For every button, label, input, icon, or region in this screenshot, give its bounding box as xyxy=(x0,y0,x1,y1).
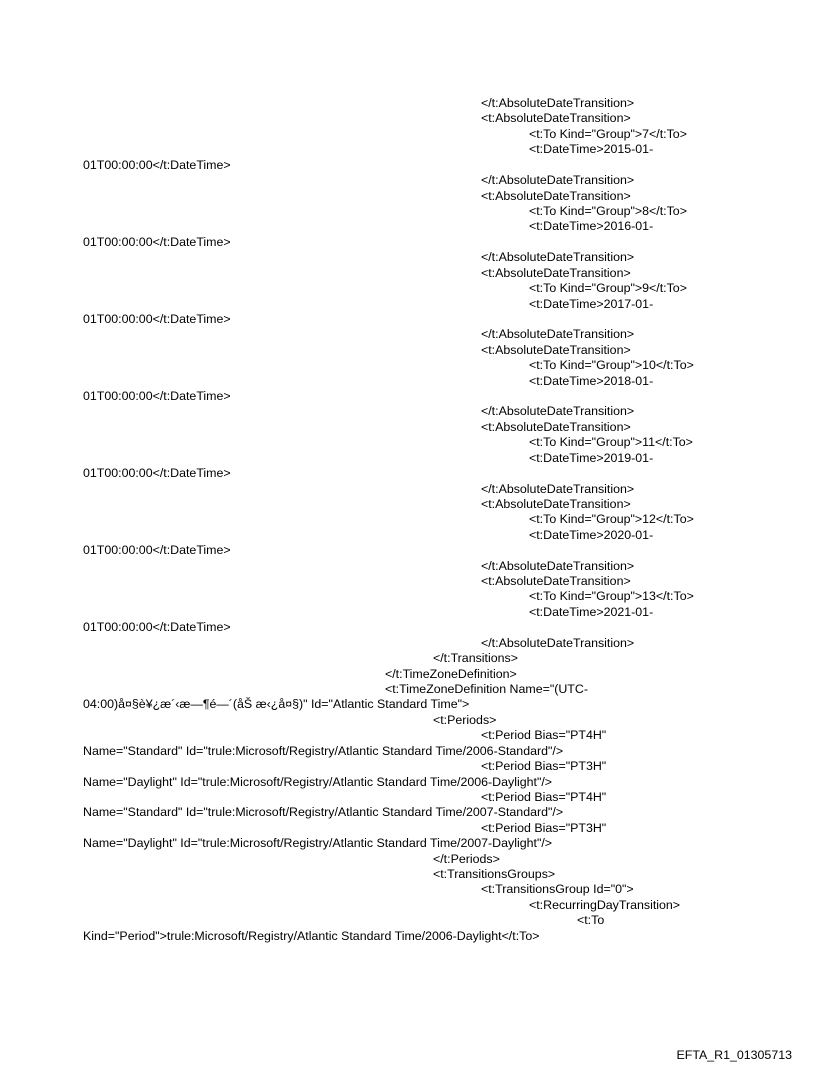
document-line: 01T00:00:00</t:DateTime> xyxy=(83,466,231,481)
document-line: </t:Transitions> xyxy=(433,651,518,666)
document-line: <t:DateTime>2016-01- xyxy=(529,219,654,234)
document-line: <t:DateTime>2017-01- xyxy=(529,296,654,311)
document-line: <t:TransitionsGroups> xyxy=(433,867,556,881)
document-line: 04:00)å¤§è¥¿æ´‹æ—¶é—´(åŠ æ‹¿å¤§)" Id="Atlantic Standard Time"> xyxy=(83,697,470,712)
document-line: </t:TimeZoneDefinition> xyxy=(385,666,517,681)
document-line: 01T00:00:00</t:DateTime> xyxy=(83,157,231,172)
document-line: <t:Period Bias="PT4H" xyxy=(481,789,607,804)
document-line: <t:DateTime>2015-01- xyxy=(529,142,654,157)
document-line: <t:AbsoluteDateTransition> xyxy=(481,342,631,357)
document-line: </t:AbsoluteDateTransition> xyxy=(481,481,635,496)
document-line: </t:AbsoluteDateTransition> xyxy=(481,96,635,110)
document-line: <t:To Kind="Group">9</t:To> xyxy=(529,281,687,295)
document-line: <t:To Kind="Group">13</t:To> xyxy=(529,589,694,604)
document-line: 01T00:00:00</t:DateTime> xyxy=(83,543,231,558)
document-line: 01T00:00:00</t:DateTime> xyxy=(83,389,231,403)
document-line: <t:To Kind="Group">8</t:To> xyxy=(529,203,687,218)
document-line: <t:TransitionsGroup Id="0"> xyxy=(481,882,634,897)
document-line: <t:To Kind="Group">10</t:To> xyxy=(529,358,694,373)
document-line: Name="Daylight" Id="trule:Microsoft/Registry/Atlantic Standard Time/2006-Daylight"/> xyxy=(83,774,553,789)
document-line: <t:Periods> xyxy=(433,712,497,727)
document-line: Kind="Period">trule:Microsoft/Registry/Atlantic Standard Time/2006-Daylight</t:To> xyxy=(83,928,540,943)
document-line: </t:AbsoluteDateTransition> xyxy=(481,404,635,419)
document-line: <t:TimeZoneDefinition Name="(UTC- xyxy=(385,682,588,696)
document-line: <t:AbsoluteDateTransition> xyxy=(481,265,631,280)
document-line: <t:DateTime>2019-01- xyxy=(529,450,654,465)
document-line: <t:DateTime>2020-01- xyxy=(529,527,654,542)
document-line: </t:AbsoluteDateTransition> xyxy=(481,250,635,265)
document-line: </t:AbsoluteDateTransition> xyxy=(481,635,635,650)
document-line: <t:To Kind="Group">12</t:To> xyxy=(529,512,694,527)
document-line: </t:AbsoluteDateTransition> xyxy=(481,327,635,342)
document-line: <t:AbsoluteDateTransition> xyxy=(481,574,631,588)
document-line: </t:Periods> xyxy=(433,851,500,866)
document-line: <t:DateTime>2018-01- xyxy=(529,373,654,388)
document-line: <t:To xyxy=(577,913,605,928)
document-line: 01T00:00:00</t:DateTime> xyxy=(83,234,231,249)
document-line: <t:To Kind="Group">11</t:To> xyxy=(529,435,693,450)
document-line: Name="Standard" Id="trule:Microsoft/Registry/Atlantic Standard Time/2006-Standard"/> xyxy=(83,743,564,758)
document-line: Name="Daylight" Id="trule:Microsoft/Registry/Atlantic Standard Time/2007-Daylight"/> xyxy=(83,836,553,851)
document-line: Name="Standard" Id="trule:Microsoft/Registry/Atlantic Standard Time/2007-Standard"/> xyxy=(83,805,564,820)
document-line: 01T00:00:00</t:DateTime> xyxy=(83,311,231,326)
document-line: <t:RecurringDayTransition> xyxy=(529,897,681,912)
document-line: 01T00:00:00</t:DateTime> xyxy=(83,620,231,635)
document-line: <t:AbsoluteDateTransition> xyxy=(481,419,631,434)
document-line: </t:AbsoluteDateTransition> xyxy=(481,558,635,573)
document-line: </t:AbsoluteDateTransition> xyxy=(481,173,635,188)
document-id-footer: EFTA_R1_01305713 xyxy=(676,1048,792,1062)
document-line: <t:To Kind="Group">7</t:To> xyxy=(529,126,687,141)
document-line: <t:AbsoluteDateTransition> xyxy=(481,496,631,511)
document-line: <t:DateTime>2021-01- xyxy=(529,604,654,619)
document-line: <t:Period Bias="PT4H" xyxy=(481,728,607,743)
document-line: <t:Period Bias="PT3H" xyxy=(481,820,607,835)
document-line: <t:AbsoluteDateTransition> xyxy=(481,111,631,126)
document-line: <t:AbsoluteDateTransition> xyxy=(481,188,631,203)
document-line: <t:Period Bias="PT3H" xyxy=(481,759,607,774)
